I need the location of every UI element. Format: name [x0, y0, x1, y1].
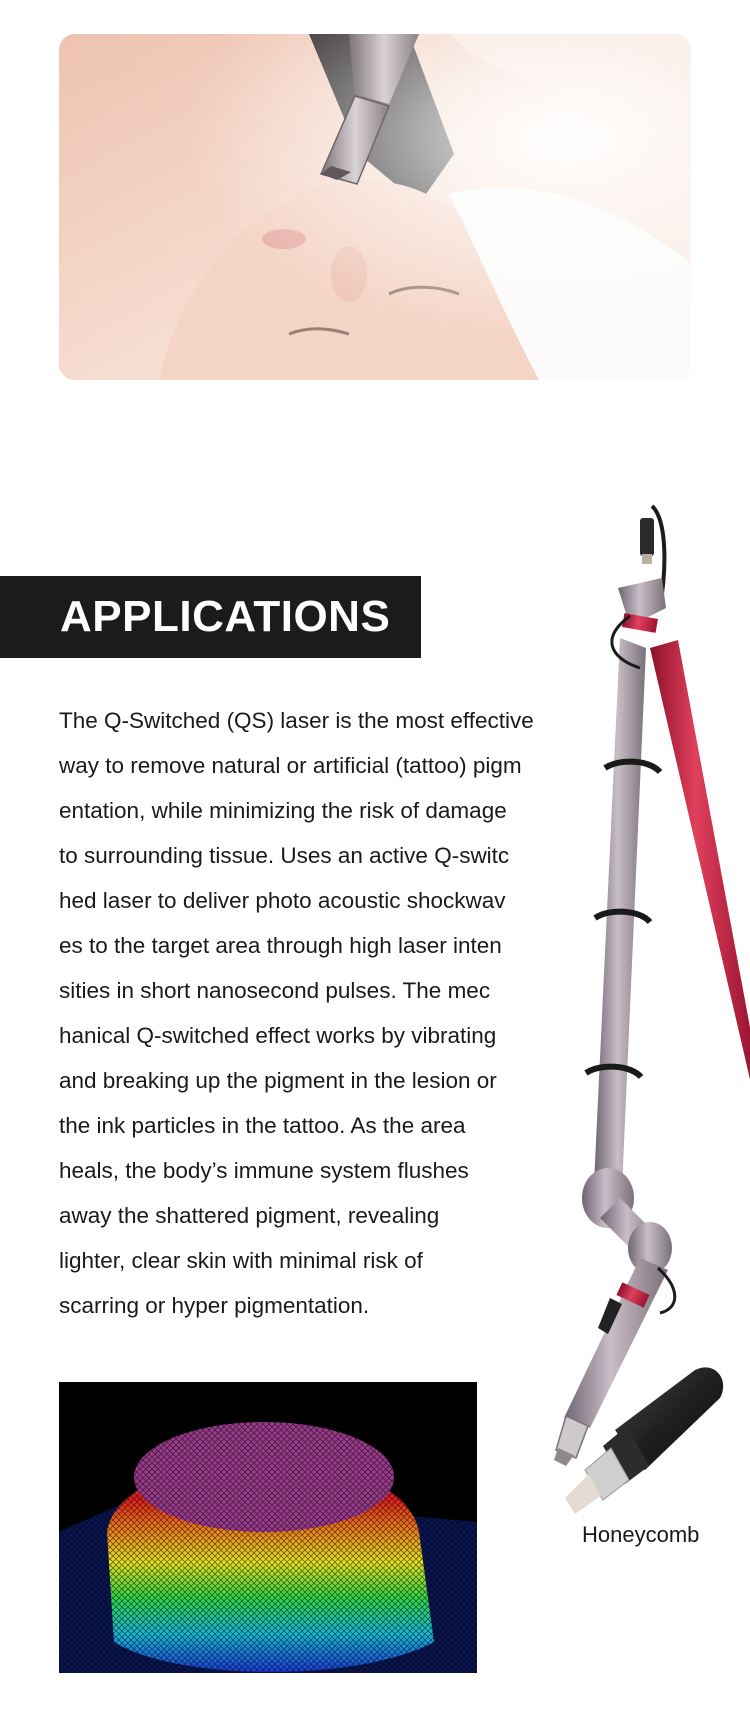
laser-arm-illustration [490, 498, 750, 1498]
description-line: entation, while minimizing the risk of damage [59, 798, 507, 823]
section-title-bar [0, 576, 421, 658]
description-line: heals, the body’s immune system flushes [59, 1158, 469, 1183]
description-line: lighter, clear skin with minimal risk of [59, 1248, 423, 1273]
beam-profile-image [59, 1382, 477, 1673]
section-title: APPLICATIONS [60, 592, 391, 641]
treatment-photo [59, 34, 691, 380]
description-line: The Q-Switched (QS) laser is the most effective [59, 708, 534, 733]
description-line: scarring or hyper pigmentation. [59, 1293, 370, 1318]
honeycomb-label: Honeycomb [582, 1522, 700, 1547]
description-line: hanical Q-switched effect works by vibrating [59, 1023, 497, 1048]
description-line: away the shattered pigment, revealing [59, 1203, 440, 1228]
description-line: hed laser to deliver photo acoustic shockwav [59, 888, 506, 913]
beam-profile-illustration [59, 1382, 477, 1673]
laser-arm-image [490, 498, 750, 1498]
description-line: es to the target area through high laser inten [59, 933, 502, 958]
honeycomb-tip-illustration [545, 1360, 725, 1520]
description-line: and breaking up the pigment in the lesion or [59, 1068, 497, 1093]
treatment-photo-illustration [59, 34, 691, 380]
description-line: the ink particles in the tattoo. As the area [59, 1113, 466, 1138]
honeycomb-tip-image [545, 1360, 725, 1520]
description-line: sities in short nanosecond pulses. The mec [59, 978, 491, 1003]
description-line: way to remove natural or artificial (tattoo) pigm [59, 753, 522, 778]
description-line: to surrounding tissue. Uses an active Q-switc [59, 843, 510, 868]
